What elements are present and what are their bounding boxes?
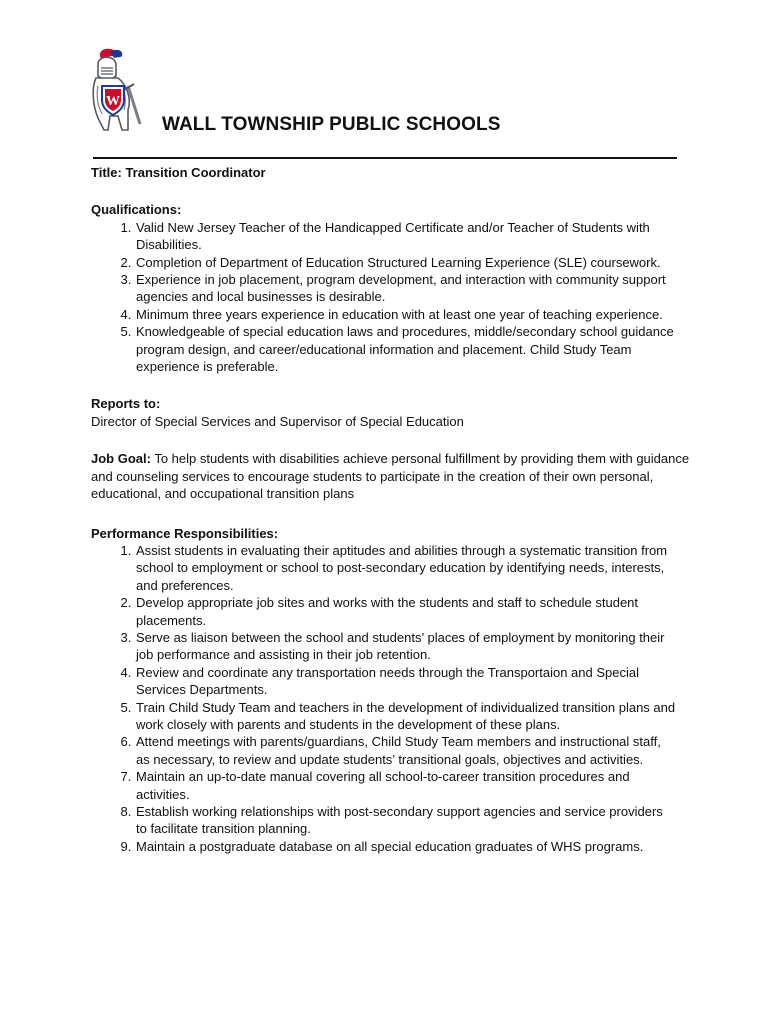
district-knight-logo — [88, 46, 144, 134]
responsibility-item: 7. Maintain an up-to-date manual covering all school-to-career transition procedures and activities. — [135, 768, 676, 803]
responsibilities-list — [91, 542, 691, 855]
responsibilities-heading: Performance Responsibilities: — [91, 525, 279, 541]
qualifications-heading: Qualifications: — [91, 202, 182, 218]
qualification-item: 5. Knowledgeable of special education laws and procedures, middle/secondary school guidance program design, and career/educational information and placement. Child Study Team experience is preferable. — [135, 323, 676, 375]
job-goal-paragraph — [91, 450, 691, 502]
header-divider — [93, 157, 677, 159]
job-goal-text: To help students with disabilities achieve personal fulfillment by providing them with guidance and counseling services to encourage students to participate in the creation of their own personal, educational, and occupational transition plans — [91, 451, 690, 502]
qualifications-section — [91, 201, 691, 375]
responsibility-item: 4. Review and coordinate any transportation needs through the Transportaion and Special Services Departments. — [135, 664, 676, 699]
responsibility-item: 9. Maintain a postgraduate database on all special education graduates of WHS programs. — [135, 838, 676, 855]
qualifications-list — [91, 219, 691, 376]
qualification-item: 1. Valid New Jersey Teacher of the Handicapped Certificate and/or Teacher of Students with Disabilities. — [135, 219, 676, 254]
responsibility-item: 8. Establish working relationships with post-secondary support agencies and service providers to facilitate transition planning. — [135, 803, 676, 838]
title-value: Transition Coordinator — [125, 165, 266, 180]
responsibility-item: 5. Train Child Study Team and teachers in the development of individualized transition plans and work closely with parents and students in the development of these plans. — [135, 699, 676, 734]
plume-accent — [110, 50, 122, 58]
responsibility-item: 6. Attend meetings with parents/guardians, Child Study Team members and instructional staff, as necessary, to review and update students’ transitional goals, objectives and activities. — [135, 733, 676, 768]
qualification-item: 3. Experience in job placement, program development, and interaction with community support agencies and local businesses is desirable. — [135, 271, 676, 306]
title-label: Title: — [91, 165, 122, 180]
qualification-item: 4. Minimum three years experience in education with at least one year of teaching experience. — [135, 306, 676, 323]
document-body — [91, 164, 691, 855]
responsibility-item: 1. Assist students in evaluating their aptitudes and abilities through a systematic transition from school to employment or school to post-secondary education by identifying needs, interests, and preferences. — [135, 542, 676, 594]
reports-to-heading: Reports to: — [91, 396, 161, 412]
responsibility-item: 3. Serve as liaison between the school and students’ places of employment by monitoring their job performance and assisting in their job retention. — [135, 629, 676, 664]
responsibilities-section — [91, 525, 691, 856]
district-title: WALL TOWNSHIP PUBLIC SCHOOLS — [162, 114, 501, 135]
job-goal-label: Job Goal: — [91, 451, 151, 467]
responsibility-item: 2. Develop appropriate job sites and works with the students and staff to schedule student placements. — [135, 594, 676, 629]
reports-to-text: Director of Special Services and Supervisor of Special Education — [91, 413, 464, 429]
qualification-item: 2. Completion of Department of Education Structured Learning Experience (SLE) coursework. — [135, 254, 676, 271]
job-title-line — [91, 164, 691, 181]
shield-letter: W — [106, 94, 120, 109]
reports-to-section — [91, 395, 691, 430]
